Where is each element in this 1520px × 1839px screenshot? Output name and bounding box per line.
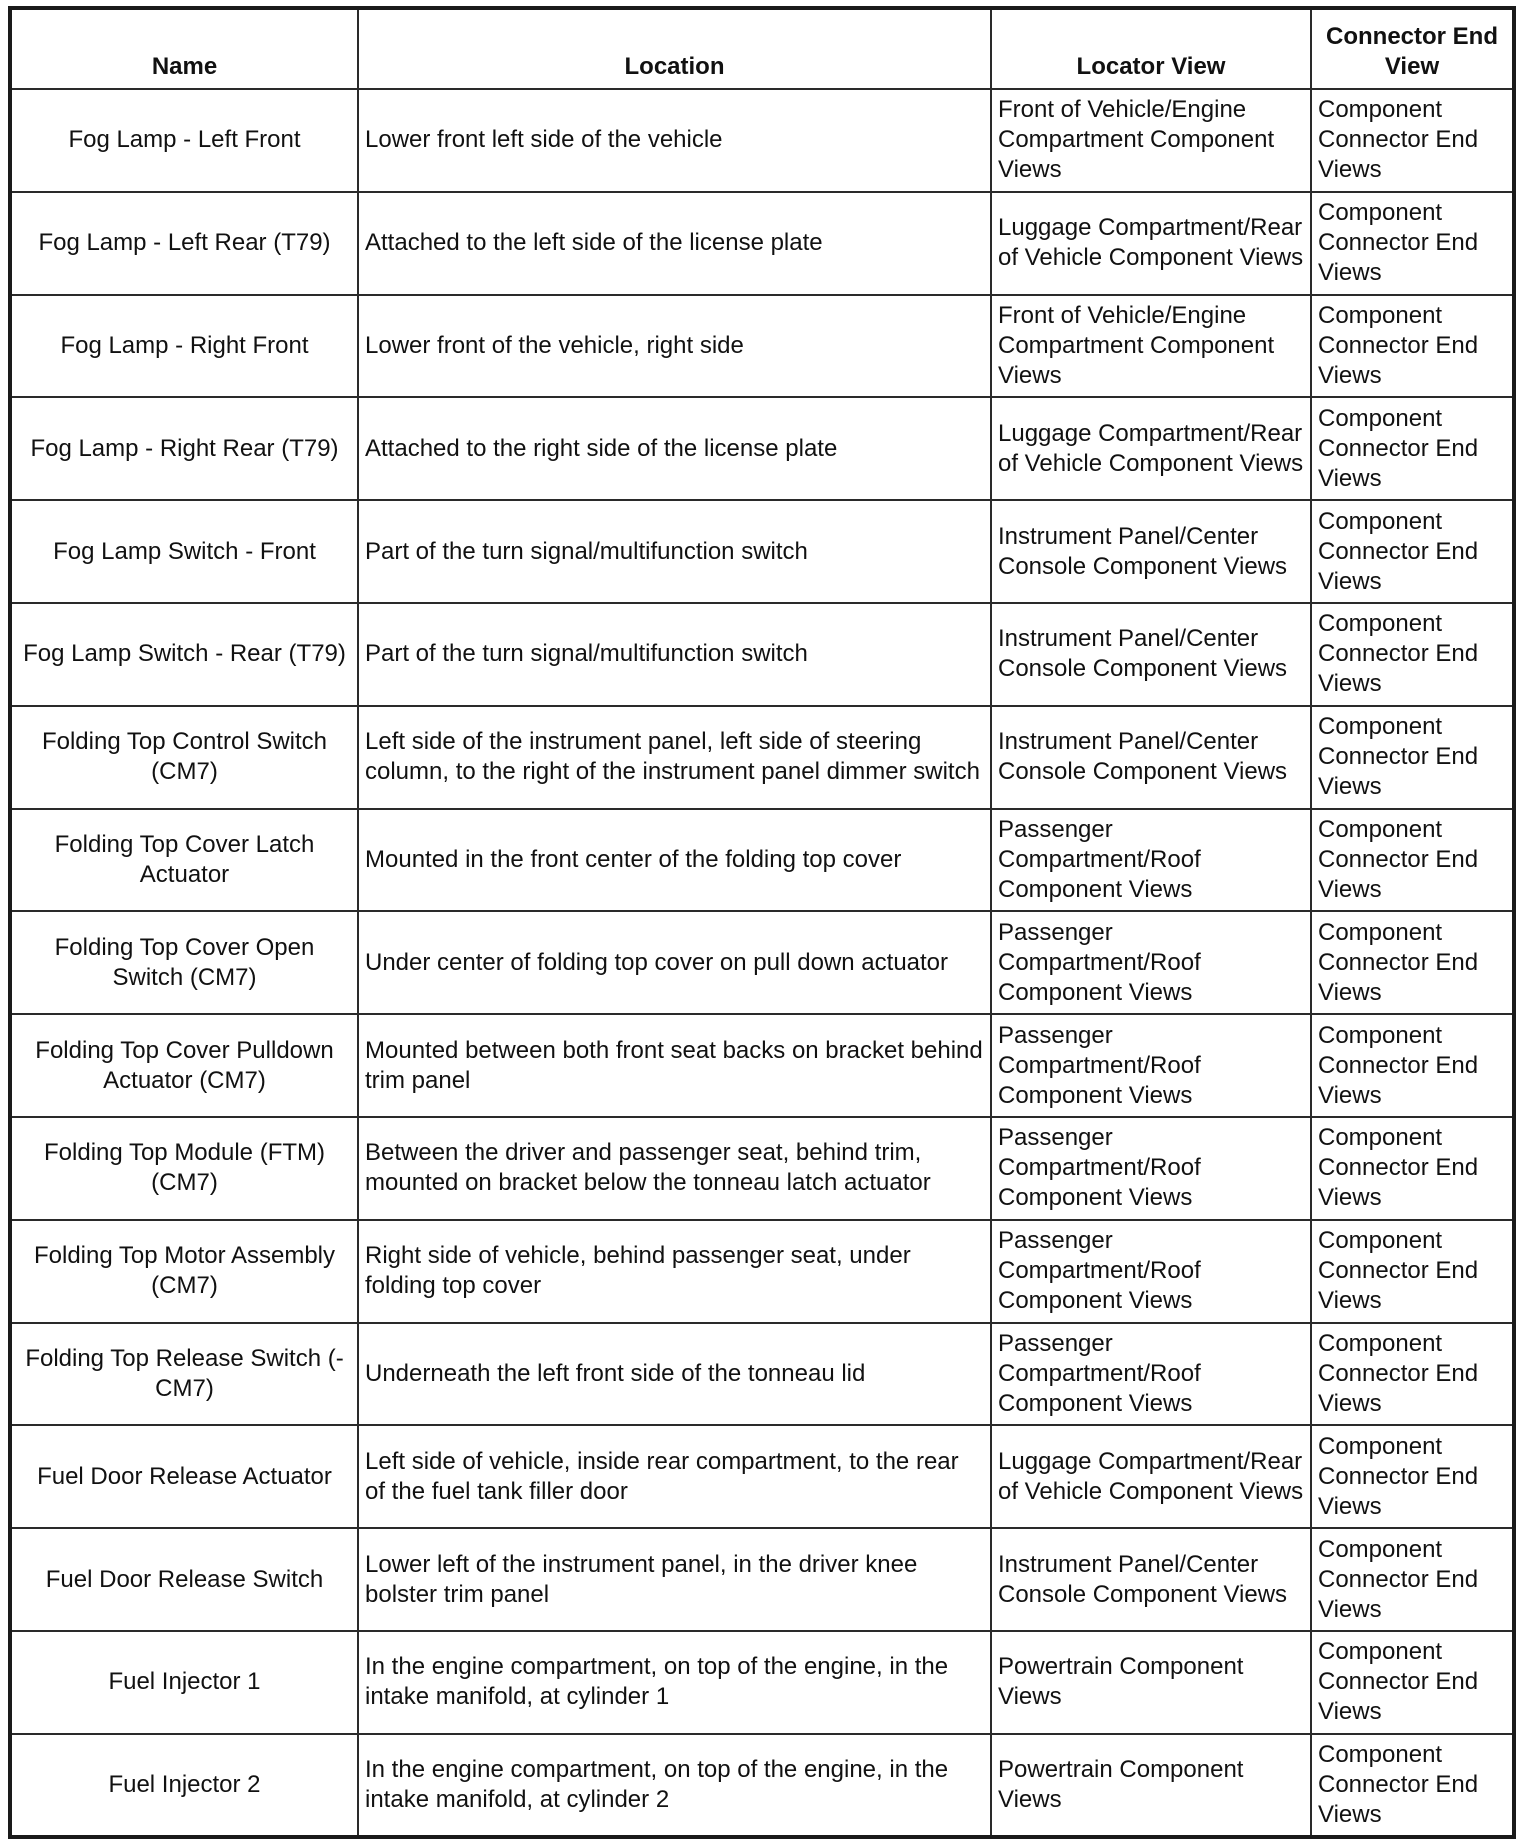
cell-location: In the engine compartment, on top of the engine, in the intake manifold, at cylinder 2 <box>358 1734 991 1837</box>
cell-name: Fuel Injector 2 <box>10 1734 358 1837</box>
cell-name: Fuel Door Release Actuator <box>10 1425 358 1528</box>
cell-name: Fog Lamp - Left Front <box>10 89 358 192</box>
cell-locator-view: Powertrain Component Views <box>991 1734 1311 1837</box>
cell-name: Fog Lamp - Left Rear (T79) <box>10 192 358 295</box>
cell-name: Folding Top Cover Open Switch (CM7) <box>10 911 358 1014</box>
header-connector-end-view: Connector End View <box>1311 8 1514 89</box>
cell-name: Fog Lamp Switch - Front <box>10 500 358 603</box>
cell-connector-end-view: Component Connector End Views <box>1311 397 1514 500</box>
table-row <box>10 809 1514 912</box>
cell-connector-end-view: Component Connector End Views <box>1311 603 1514 706</box>
table-row <box>10 1631 1514 1734</box>
table-body <box>10 89 1514 1837</box>
table-row <box>10 1117 1514 1220</box>
cell-location: Lower front left side of the vehicle <box>358 89 991 192</box>
cell-name: Folding Top Motor Assembly (CM7) <box>10 1220 358 1323</box>
cell-name: Fog Lamp - Right Rear (T79) <box>10 397 358 500</box>
cell-connector-end-view: Component Connector End Views <box>1311 1323 1514 1426</box>
cell-connector-end-view: Component Connector End Views <box>1311 1220 1514 1323</box>
cell-connector-end-view: Component Connector End Views <box>1311 1425 1514 1528</box>
cell-location: Lower left of the instrument panel, in the driver knee bolster trim panel <box>358 1528 991 1631</box>
cell-connector-end-view: Component Connector End Views <box>1311 295 1514 398</box>
cell-name: Fog Lamp Switch - Rear (T79) <box>10 603 358 706</box>
cell-connector-end-view: Component Connector End Views <box>1311 809 1514 912</box>
cell-name: Folding Top Cover Latch Actuator <box>10 809 358 912</box>
table-row <box>10 1425 1514 1528</box>
cell-location: Attached to the left side of the license plate <box>358 192 991 295</box>
cell-connector-end-view: Component Connector End Views <box>1311 1528 1514 1631</box>
cell-location: Between the driver and passenger seat, behind trim, mounted on bracket below the tonneau latch actuator <box>358 1117 991 1220</box>
cell-location: Left side of vehicle, inside rear compartment, to the rear of the fuel tank filler door <box>358 1425 991 1528</box>
header-row <box>10 8 1514 89</box>
cell-locator-view: Front of Vehicle/Engine Compartment Component Views <box>991 89 1311 192</box>
cell-locator-view: Luggage Compartment/Rear of Vehicle Component Views <box>991 397 1311 500</box>
table-row <box>10 1220 1514 1323</box>
cell-location: Part of the turn signal/multifunction switch <box>358 500 991 603</box>
component-locator-sheet <box>8 6 1512 1828</box>
table-row <box>10 1734 1514 1837</box>
cell-connector-end-view: Component Connector End Views <box>1311 1631 1514 1734</box>
table-row <box>10 911 1514 1014</box>
cell-connector-end-view: Component Connector End Views <box>1311 192 1514 295</box>
cell-locator-view: Passenger Compartment/Roof Component Views <box>991 1220 1311 1323</box>
cell-locator-view: Instrument Panel/Center Console Component Views <box>991 603 1311 706</box>
cell-locator-view: Passenger Compartment/Roof Component Views <box>991 911 1311 1014</box>
cell-locator-view: Luggage Compartment/Rear of Vehicle Component Views <box>991 192 1311 295</box>
cell-location: Right side of vehicle, behind passenger seat, under folding top cover <box>358 1220 991 1323</box>
cell-connector-end-view: Component Connector End Views <box>1311 1734 1514 1837</box>
table-row <box>10 706 1514 809</box>
cell-connector-end-view: Component Connector End Views <box>1311 911 1514 1014</box>
cell-location: Under center of folding top cover on pull down actuator <box>358 911 991 1014</box>
cell-locator-view: Instrument Panel/Center Console Component Views <box>991 1528 1311 1631</box>
cell-name: Fog Lamp - Right Front <box>10 295 358 398</box>
cell-location: Part of the turn signal/multifunction switch <box>358 603 991 706</box>
cell-name: Fuel Injector 1 <box>10 1631 358 1734</box>
cell-locator-view: Luggage Compartment/Rear of Vehicle Component Views <box>991 1425 1311 1528</box>
cell-location: Mounted in the front center of the folding top cover <box>358 809 991 912</box>
table-row <box>10 397 1514 500</box>
table-row <box>10 500 1514 603</box>
header-location: Location <box>358 8 991 89</box>
cell-location: In the engine compartment, on top of the engine, in the intake manifold, at cylinder 1 <box>358 1631 991 1734</box>
cell-location: Left side of the instrument panel, left side of steering column, to the right of the instrument panel dimmer switch <box>358 706 991 809</box>
table-row <box>10 1014 1514 1117</box>
table-row <box>10 1323 1514 1426</box>
cell-locator-view: Instrument Panel/Center Console Component Views <box>991 706 1311 809</box>
cell-location: Lower front of the vehicle, right side <box>358 295 991 398</box>
header-name: Name <box>10 8 358 89</box>
cell-location: Underneath the left front side of the tonneau lid <box>358 1323 991 1426</box>
cell-locator-view: Passenger Compartment/Roof Component Views <box>991 1014 1311 1117</box>
cell-locator-view: Front of Vehicle/Engine Compartment Component Views <box>991 295 1311 398</box>
cell-locator-view: Passenger Compartment/Roof Component Views <box>991 1323 1311 1426</box>
cell-name: Folding Top Cover Pulldown Actuator (CM7) <box>10 1014 358 1117</box>
cell-locator-view: Passenger Compartment/Roof Component Views <box>991 809 1311 912</box>
cell-name: Fuel Door Release Switch <box>10 1528 358 1631</box>
cell-connector-end-view: Component Connector End Views <box>1311 706 1514 809</box>
table-row <box>10 192 1514 295</box>
table-row <box>10 295 1514 398</box>
cell-connector-end-view: Component Connector End Views <box>1311 1117 1514 1220</box>
cell-name: Folding Top Control Switch (CM7) <box>10 706 358 809</box>
component-locator-table <box>8 6 1516 1839</box>
cell-name: Folding Top Module (FTM) (CM7) <box>10 1117 358 1220</box>
table-row <box>10 603 1514 706</box>
table-header <box>10 8 1514 89</box>
table-row <box>10 1528 1514 1631</box>
cell-locator-view: Passenger Compartment/Roof Component Views <box>991 1117 1311 1220</box>
table-row <box>10 89 1514 192</box>
cell-location: Mounted between both front seat backs on bracket behind trim panel <box>358 1014 991 1117</box>
cell-name: Folding Top Release Switch (-CM7) <box>10 1323 358 1426</box>
cell-connector-end-view: Component Connector End Views <box>1311 1014 1514 1117</box>
cell-location: Attached to the right side of the license plate <box>358 397 991 500</box>
header-locator-view: Locator View <box>991 8 1311 89</box>
cell-locator-view: Instrument Panel/Center Console Component Views <box>991 500 1311 603</box>
cell-connector-end-view: Component Connector End Views <box>1311 500 1514 603</box>
cell-locator-view: Powertrain Component Views <box>991 1631 1311 1734</box>
cell-connector-end-view: Component Connector End Views <box>1311 89 1514 192</box>
